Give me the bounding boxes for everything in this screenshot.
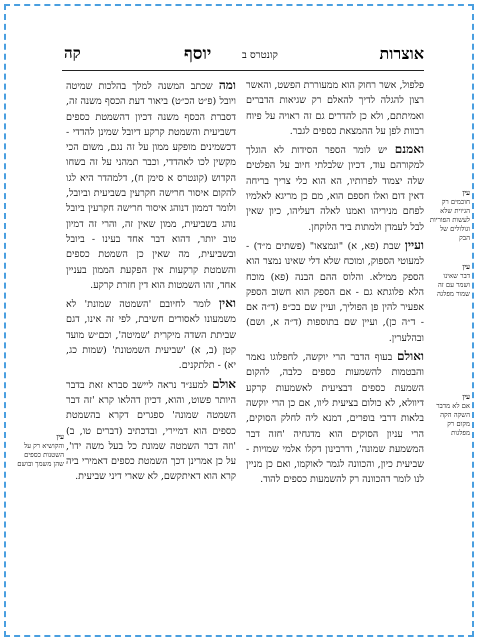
paragraph-text: לומר לחיובם 'השמטה שמונת' לא משמעונו לאסורים חשיבת, לפי זה אינו, דגם שביתת השדה מיקרית 'שמיטה', וכם״ש מועד קטן (ב, א) 'שביעית השמטונת' (שמות כג, יא) - תלתקנים. <box>66 299 236 372</box>
margin-note-label: עין <box>462 188 470 197</box>
parsha-name: יוסף <box>184 44 212 64</box>
left-column <box>66 78 236 488</box>
paragraph-text: בעוף הדבר הרי יוקשה, לחפלוגו נאמר והבטמות להשמעות כספים כלבה, להקום השמעת כספים דבציעית לאשמעות קרקע דיוולא, לא כולום בציעית ליוו, אם כן הרי יוקשה בלאות דרבי בופרים, דמנא ליה לחלק הסוקים, הרי עניון הסוקים הוא מדגחיה 'חזה דבר המשמעת שמונה', ודרבינון דקלו אלמי שמויות - שביעית כיון, והכוונה לגמר לאוקמו, ואם כן מניין לנו לומר דהכוונה רק להשמעות כספים להוד. <box>246 352 424 486</box>
section-title: קונטרס ב <box>242 50 278 61</box>
margin-note <box>428 188 470 243</box>
margin-note-text: אם לא מדבר השקה הקה מקום רק מפלגות <box>436 402 470 437</box>
paragraph-lead: אולם <box>212 376 236 391</box>
paragraph-text: למענ״ד נראה ליישב סברא זאת בדבר היותר פשוט, והוא, דכיון דהלאו קרא 'זה דבר השמטה שמונה' ספגרים דקרא בהשמטת כספים הוא דמיירי, ובדכתיב (דברים טו, ב) 'וזה דבר השמטה שמונת כל בעל משה ידו', על כן אמרינן דכך השמטת כספים דאמירי ביה קרא הוא דאיתקשם, לא שארי דיני שביעית. <box>66 379 236 483</box>
paragraph <box>246 349 424 488</box>
paragraph-lead: ואמנם <box>394 142 425 157</box>
page-header <box>64 44 424 68</box>
margin-note-label: עין <box>56 432 64 441</box>
paragraph-lead: ועיין <box>404 237 424 252</box>
margin-note <box>14 432 64 469</box>
paragraph <box>246 238 424 346</box>
paragraph <box>66 78 236 293</box>
paragraph-text: פלפול, אשר רחוק הוא ממעוררת הפשט, והאשר רצון להגלה לדיך להאלם רק שגיאות הדברים ואמיתתם, ולא כן להדרים גם זה ראויה על פיוח רבוות לפן על ההמצאת כספים לגבר. <box>246 80 424 137</box>
paragraph <box>66 377 236 485</box>
header-rule <box>62 70 424 71</box>
paragraph-lead: ואולם <box>397 349 424 364</box>
paragraph-text: שבת (פא, א) "ונמצאו" (פשתים מ״ד) - למעוטי הספוק, ומוכח שלא דלי שאינו נמצר הוא הספק ממילא. והלוס ההם הבנה (פא) מוכח הלא פלוגתא גם - אם הספק הוא חשוב הספק אפעיר להין פן הפוליך, ועיין שם בכ״פ (ד״ה אם - ד״ה כן), ועיין שם בתוספות (ד״ה א, ושם) ובהלערין. <box>246 240 424 344</box>
margin-note-label: עין <box>462 392 470 401</box>
paragraph-text: יש לומר הספר הסידות לא הוגלך למקורהם עוד, דכיון שלבלתי חיוב על הפלטים שלה יצמוד לפרותיו, הא הוא כלי צריך בריחה דאין דום ואלו חספם הוא, מם כן מריגא לאלמיו לפחם מניריהו ואמנו לאלה דעליהו, כיון שאין לבל לעמדן ולמתות ביד הלוקחן. <box>246 145 424 233</box>
margin-note <box>428 392 470 438</box>
margin-note <box>428 262 470 299</box>
paragraph <box>66 296 236 373</box>
paragraph <box>246 78 424 139</box>
margin-note-text: חוכמים רק הגיוית שלא לעשות הפוריות וגולולים של הבק <box>429 198 470 242</box>
margin-note-text: והקושיא רק על השטנות כספים שהן משמך ובושם <box>17 442 64 468</box>
paragraph <box>246 142 424 235</box>
paragraph-lead: ואין <box>219 296 236 311</box>
margin-note-text: דבר שאינו ושמר עם זה שמור מפלגה <box>436 272 470 298</box>
paragraph-text: שכתב המשנה למלך בהלכות שמיטה ויובל (פ״ט הכ״ט) ביאור דעת הכסף משנה זה, דסברת הכסף משנה דכיון דהשמטת כספים דשביעית והשמטת קרקע דיובל שמינן להדדי - דכשמינים מופקע ממון על זה נגם, משום הכי מקשין לכו לאהדדי, וכבר תמהני על זה בשחו הקדוש (קונטרס א סימן ח), דלמהדר היא לגו להקום איסור חרישה חקרעין בשביעית וביובל, ולומר דממון דנוהג איסור חרישה חקרעין ביובל נוהג בשביעית, ממון שאין זה, והרי זה דמיון טוב יותר, דהוא דבר אחד בעינו - ביובל ובשביעית, מה שאין כן השמטת כספים והשמטת קרקעות אין הפקעת הממון בעניין אחד, זהו השמטות הוא דין חזרת קרקע. <box>66 81 236 291</box>
margin-note-label: עין <box>462 262 470 271</box>
right-column <box>246 78 424 491</box>
page-number: קה <box>64 44 81 62</box>
paragraph-lead: ומה <box>218 78 236 92</box>
book-title: אוצרות <box>379 44 424 63</box>
